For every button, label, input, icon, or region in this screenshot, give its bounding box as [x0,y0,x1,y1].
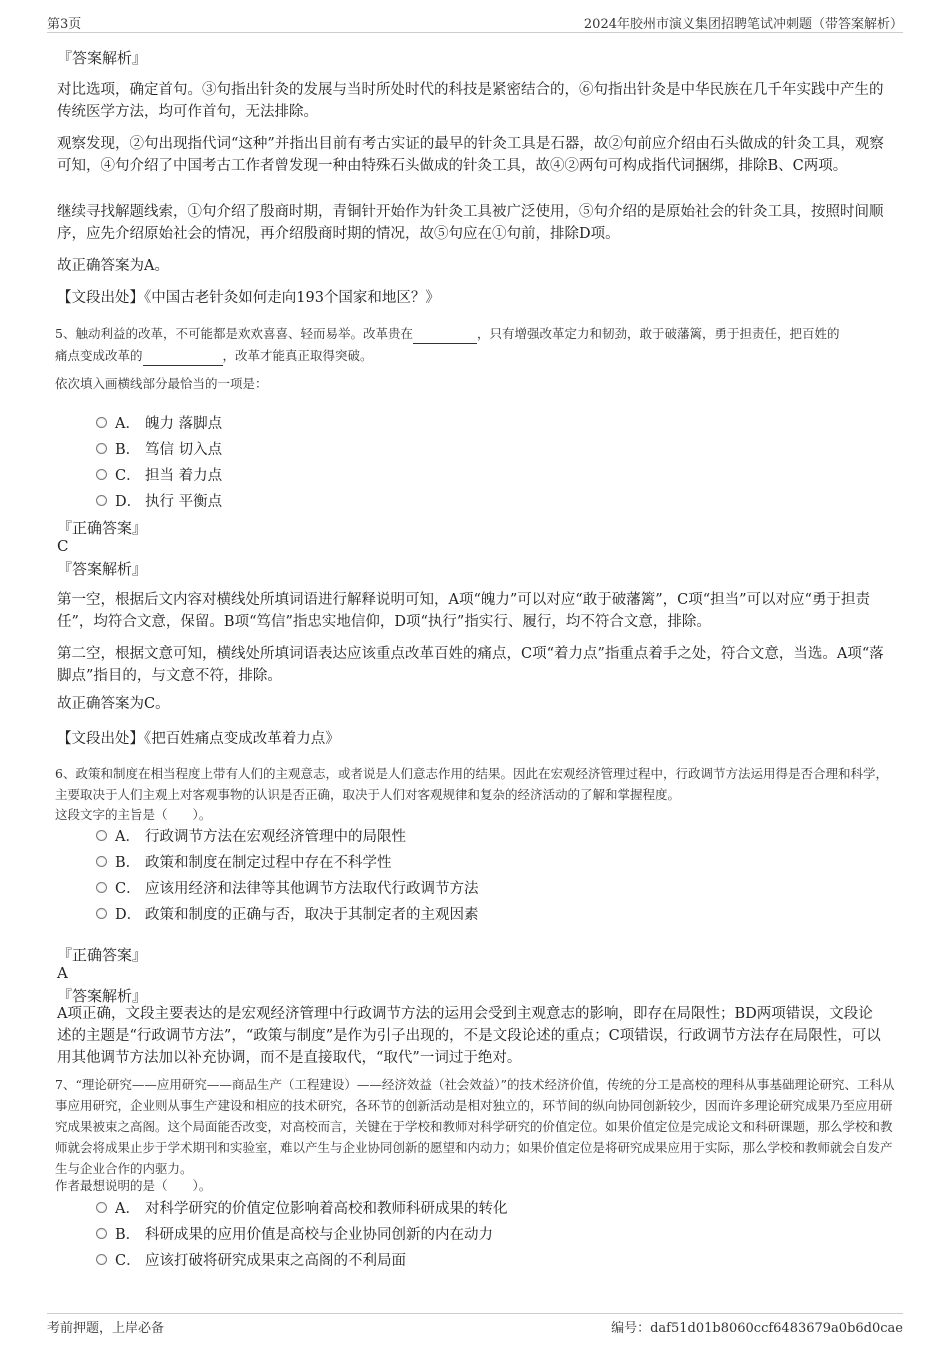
q6-option-c[interactable]: C． 应该用经济和法律等其他调节方法取代行政调节方法 [96,876,479,898]
radio-icon[interactable] [96,1254,107,1265]
q7-stem: 7、“理论研究——应用研究——商品生产（工程建设）——经济效益（社会效益）”的技术经济价值，传统的分工是高校的理科从事基础理论研究、工科从事应用研究，企业则从事生产建设和相应的技术研究，各环节的创新活动是相对独立的，环节间的纵向协同创新较少，因而许多理论研究成果乃至应用研究成果被束之高阁。这个局面能否改变，对高校而言，关键在于学校和教师对科学研究的价值定位。如果价值定位是完成论文和科研课题，那么学校和教师就会将成果止步于学术期刊和实验室，难以产生与企业协同创新的愿望和内动力；如果价值定位是将研究成果应用于实际，那么学校和教师就会自发产生与企业合作的内驱力。 [55,1077,895,1176]
q7-option-c[interactable]: C． 应该打破将研究成果束之高阁的不利局面 [96,1248,406,1270]
q6-correct-answer: A [57,964,68,982]
radio-icon[interactable] [96,1202,107,1213]
radio-icon[interactable] [96,882,107,893]
q5-source: 【文段出处】《把百姓痛点变成改革着力点》 [57,731,340,747]
q6-stem: 6、政策和制度在相当程度上带有人们的主观意志，或者说是人们意志作用的结果。因此在宏观经济管理过程中，行政调节方法运用得是否合理和科学，主要取决于人们主观上对客观事物的认识是否正确，取决于人们对客观规律和复杂的经济活动的了解和掌握程度。 [55,766,888,802]
document-serial: 编号：daf51d01b8060ccf6483679a0b6d0cae [611,1321,903,1336]
radio-icon[interactable] [96,443,107,454]
radio-icon[interactable] [96,417,107,428]
q6-correct-label: 『正确答案』 [57,946,148,964]
q5-conclusion: 故正确答案为C。 [57,696,170,712]
radio-icon[interactable] [96,1228,107,1239]
q6-option-a[interactable]: A． 行政调节方法在宏观经济管理中的局限性 [96,824,406,846]
radio-icon[interactable] [96,830,107,841]
q5-option-c[interactable]: C． 担当 着力点 [96,463,222,485]
footer-slogan: 考前押题，上岸必备 [47,1321,165,1336]
q4-source: 【文段出处】《中国古老针灸如何走向193个国家和地区？》 [57,290,440,306]
q4-analysis-para-2: 观察发现，②句出现指代词“这种”并指出目前有考古实证的最早的针灸工具是石器，故②句前应介绍由石头做成的针灸工具，观察可知，④句介绍了中国考古工作者曾发现一种由特殊石头做成的针灸工具，故④②两句可构成指代词捆绑，排除B、C两项。 [57,136,884,174]
blank-2 [143,344,223,366]
q7-option-b[interactable]: B． 科研成果的应用价值是高校与企业协同创新的内在动力 [96,1222,493,1244]
q7-prompt: 作者最想说明的是（ ）。 [55,1178,212,1193]
q7-option-a[interactable]: A． 对科学研究的价值定位影响着高校和教师科研成果的转化 [96,1196,508,1218]
q5-prompt: 依次填入画横线部分最恰当的一项是： [55,376,268,391]
q6-option-d[interactable]: D． 政策和制度的正确与否，取决于其制定者的主观因素 [96,902,479,924]
q5-correct-answer: C [57,537,69,555]
radio-icon[interactable] [96,856,107,867]
q6-option-b[interactable]: B． 政策和制度在制定过程中存在不科学性 [96,850,392,872]
q4-analysis-para-3: 继续寻找解题线索，①句介绍了殷商时期，青铜针开始作为针灸工具被广泛使用，⑤句介绍的是原始社会的针灸工具，按照时间顺序，应先介绍原始社会的情况，再介绍殷商时期的情况，故⑤句应在①句前，排除D项。 [57,204,884,242]
q5-option-b[interactable]: B． 笃信 切入点 [96,437,222,459]
q5-stem: 5、触动利益的改革，不可能都是欢欢喜喜、轻而易举。改革贵在 ，只有增强改革定力和韧劲，敢于破藩篱，勇于担责任，把百姓的 痛点变成改革的 ，改革才能真正取得突破。 [55,322,900,366]
q5-option-a[interactable]: A． 魄力 落脚点 [96,411,222,433]
q5-analysis-para-1: 第一空，根据后文内容对横线处所填词语进行解释说明可知，A项“魄力”可以对应“敢于破藩篱”，C项“担当”可以对应“勇于担责任”，均符合文意，保留。B项“笃信”指忠实地信仰，D项“执行”指实行、履行，均不符合文意，排除。 [57,592,870,630]
q6-analysis-label: 『答案解析』 [57,987,148,1005]
q5-analysis-para-2: 第二空，根据文意可知，横线处所填词语表达应该重点改革百姓的痛点，C项“着力点”指重点着手之处，符合文意，当选。A项“落脚点”指目的，与文意不符，排除。 [57,646,884,684]
q6-analysis: A项正确，文段主要表达的是宏观经济管理中行政调节方法的运用会受到主观意志的影响，即存在局限性；BD两项错误，文段论述的主题是“行政调节方法”，“政策与制度”是作为引子出现的，不是文段论述的重点；C项错误，行政调节方法存在局限性，可以用其他调节方法加以补充协调，而不是直接取代，“取代”一词过于绝对。 [57,1006,881,1066]
blank-1 [413,322,477,344]
q5-correct-label: 『正确答案』 [57,519,148,537]
q4-analysis-para-1: 对比选项，确定首句。③句指出针灸的发展与当时所处时代的科技是紧密结合的，⑥句指出针灸是中华民族在几千年实践中产生的传统医学方法，均可作首句，无法排除。 [57,82,884,120]
radio-icon[interactable] [96,908,107,919]
page-footer [47,1313,903,1336]
q5-analysis-label: 『答案解析』 [57,560,148,578]
q5-option-d[interactable]: D． 执行 平衡点 [96,489,222,511]
q4-conclusion: 故正确答案为A。 [57,258,169,274]
q6-prompt: 这段文字的主旨是（ ）。 [55,807,212,822]
radio-icon[interactable] [96,495,107,506]
page-number: 第3页 [47,17,82,32]
page-header [47,10,903,33]
document-title: 2024年胶州市演义集团招聘笔试冲刺题（带答案解析） [583,17,903,32]
radio-icon[interactable] [96,469,107,480]
q4-analysis-label: 『答案解析』 [57,49,148,67]
